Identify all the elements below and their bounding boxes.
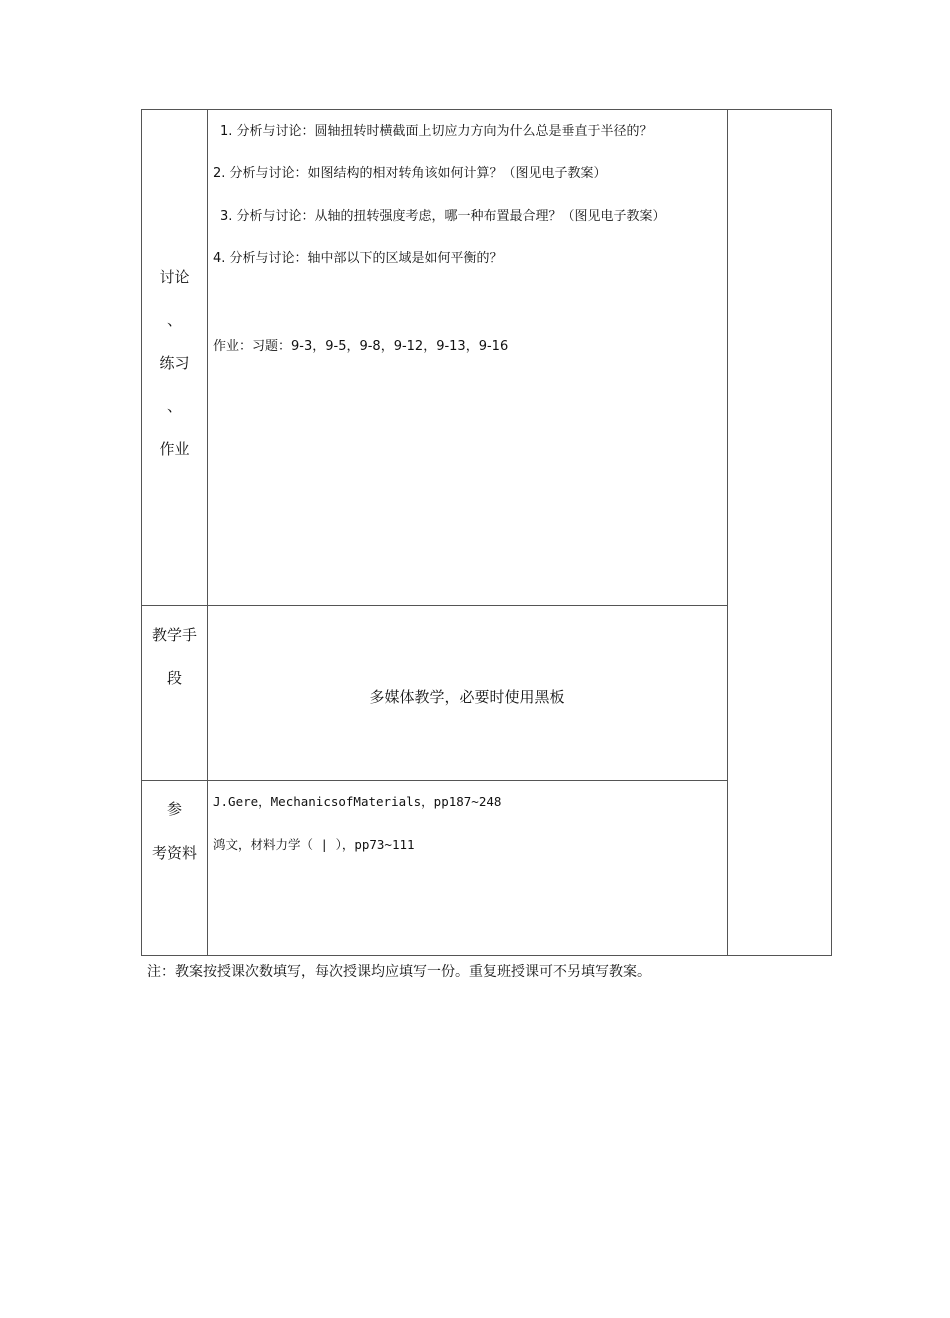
label-line: 讨论 (159, 268, 190, 286)
label-line: 、 (166, 311, 182, 329)
label-line: 参 (166, 800, 182, 818)
discussion-item-3: 3. 分析与讨论：从轴的扭转强度考虑，哪一种布置最合理？（图见电子教案） (220, 209, 666, 224)
label-line: 作业 (159, 440, 190, 458)
row-divider-2 (142, 780, 727, 781)
label-line: 考资料 (151, 844, 197, 862)
discussion-item-1: 1. 分析与讨论：圆轴扭转时横截面上切应力方向为什么总是垂直于半径的？ (220, 124, 653, 139)
label-line: 练习 (159, 354, 190, 372)
remarks-column-divider (727, 110, 728, 955)
row-divider-1 (142, 605, 727, 606)
label-column-divider (207, 110, 208, 955)
reference-item-2: 鸿文，材料力学（ | ），pp73~111 (213, 837, 415, 852)
footnote: 注：教案按授课次数填写，每次授课均应填写一份。重复班授课可不另填写教案。 (147, 964, 651, 980)
discussion-item-4: 4. 分析与讨论：轴中部以下的区域是如何平衡的？ (213, 251, 503, 266)
lesson-plan-table (141, 109, 832, 956)
discussion-row-label (142, 270, 207, 485)
homework-text: 作业：习题：9-3，9-5，9-8，9-12，9-13，9-16 (213, 339, 509, 354)
label-line: 教学手 (151, 626, 197, 644)
reference-item-1: J.Gere，MechanicsofMaterials，pp187~248 (213, 794, 502, 809)
label-line: 、 (166, 397, 182, 415)
teaching-means-content: 多媒体教学，必要时使用黑板 (369, 688, 565, 706)
teaching-means-label (142, 628, 207, 714)
references-label (142, 802, 207, 890)
discussion-item-2: 2. 分析与讨论：如图结构的相对转角该如何计算？（图见电子教案） (213, 166, 607, 181)
label-line: 段 (166, 669, 182, 687)
